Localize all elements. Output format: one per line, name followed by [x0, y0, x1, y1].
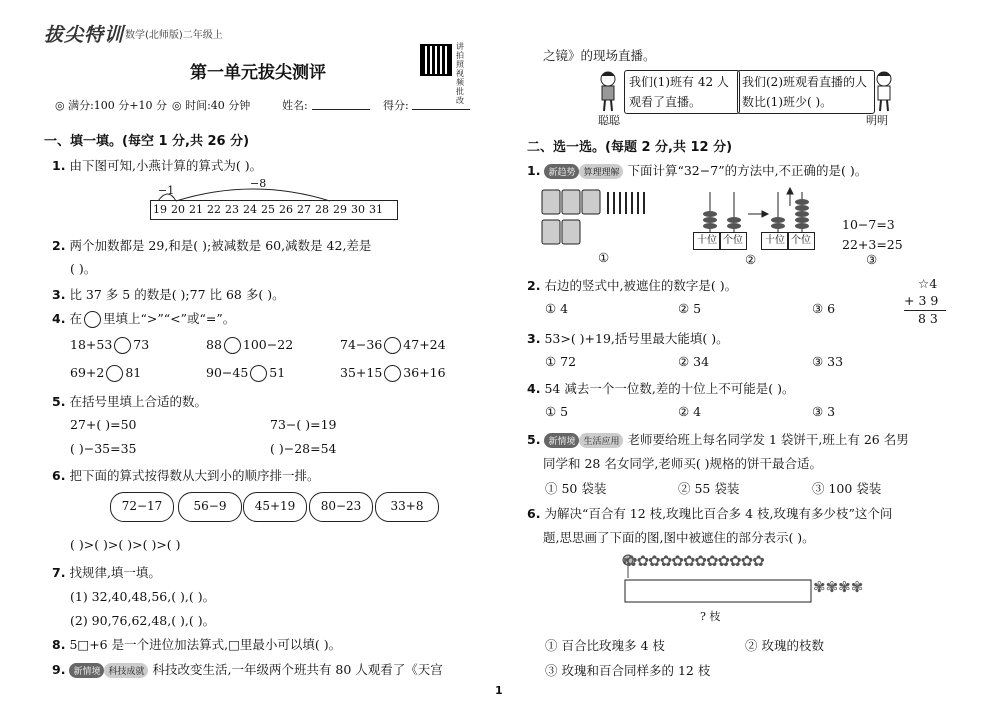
q7: 7. 找规律,填一填。: [52, 565, 161, 580]
q5: 5. 在括号里填上合适的数。: [52, 394, 207, 409]
s1-option-2[interactable]: ②: [745, 252, 757, 267]
s1: 1. 新趋势 算理理解 下面计算“32−7”的方法中,不正确的是( )。: [527, 163, 868, 178]
vertical-sum-line3: 8 3: [918, 311, 938, 326]
q4-item-1: 18+53 73: [70, 337, 150, 352]
q4: 4. 在 里填上“>”“<”或“=”。: [52, 311, 236, 326]
q3: 3. 比 37 多 5 的数是( );77 比 68 多( )。: [52, 287, 285, 302]
s5-option-1[interactable]: ① 50 袋装: [545, 481, 607, 496]
q9: 9. 新情境 科技成就 科技改变生活,一年级两个班共有 80 人观看了《天宫: [52, 662, 443, 677]
grade-label: 得分:: [383, 99, 409, 112]
section-1-title: 一、填一填。(每空 1 分,共 26 分): [44, 134, 250, 149]
s6-line2: 题,思思画了下面的图,图中被遮住的部分表示( )。: [543, 530, 815, 545]
s4-option-2[interactable]: ② 4: [678, 404, 702, 419]
q7-part2: (2) 90,76,62,48,( ),( )。: [70, 613, 216, 628]
rose-row-icons: ✾✾✾✾: [813, 578, 864, 596]
s2-option-1[interactable]: ① 4: [545, 301, 569, 316]
vertical-sum-line1: ☆4: [918, 276, 938, 291]
name-label: 姓名:: [282, 99, 308, 112]
q1-minus8: −8: [250, 177, 267, 190]
q6-cloud-1: 72−17: [110, 492, 174, 522]
s3-option-3[interactable]: ③ 33: [812, 354, 844, 369]
q1-minus1: −1: [158, 184, 175, 197]
s3-option-2[interactable]: ② 34: [678, 354, 710, 369]
s6-label: ? 枝: [700, 610, 721, 623]
q4-item-6: 35+15 36+16: [340, 365, 446, 380]
q6-cloud-3: 45+19: [243, 492, 307, 522]
q5-item-3: ( )−35=35: [70, 441, 137, 456]
s4: 4. 54 减去一个一位数,差的十位上不可能是( )。: [527, 381, 795, 396]
s2: 2. 右边的竖式中,被遮住的数字是( )。: [527, 278, 738, 293]
page-title: 第一单元拔尖测评: [190, 63, 326, 83]
bubble-class1: 我们(1)班有 42 人观看了直播。: [624, 70, 740, 114]
score-info: ◎ 满分:100 分+10 分: [55, 99, 168, 112]
abacus-label-tens-2: 十位: [761, 232, 789, 250]
name-line[interactable]: [312, 109, 370, 110]
q4-item-3: 74−36 47+24: [340, 337, 446, 352]
abacus-label-tens-1: 十位: [693, 232, 721, 250]
q6-answer: ( )>( )>( )>( )>( ): [70, 537, 181, 552]
abacus-label-ones-1: 个位: [719, 232, 747, 250]
qr-caption: 讲拍照视频批改: [456, 42, 464, 105]
boy-congcong-icon: [596, 70, 620, 112]
q4-item-4: 69+2 81: [70, 365, 142, 380]
s5-option-3[interactable]: ③ 100 袋装: [812, 481, 882, 496]
q6-cloud-4: 80−23: [309, 492, 373, 522]
s2-option-3[interactable]: ③ 6: [812, 301, 836, 316]
s4-option-3[interactable]: ③ 3: [812, 404, 836, 419]
q4-item-5: 90−45 51: [206, 365, 286, 380]
q6-cloud-2: 56−9: [178, 492, 242, 522]
s6-option-3[interactable]: ③ 玫瑰和百合同样多的 12 枝: [545, 663, 711, 678]
grade-line[interactable]: [412, 109, 470, 110]
abacus-label-ones-2: 个位: [787, 232, 815, 250]
s1-option-3[interactable]: ③: [866, 252, 878, 267]
s5: 5. 新情境 生活应用 老师要给班上每名同学发 1 袋饼干,班上有 26 名男: [527, 432, 909, 447]
q6: 6. 把下面的算式按得数从大到小的顺序排一排。: [52, 468, 320, 483]
brand-logo: 拔尖特训: [44, 24, 125, 46]
s1-option-1[interactable]: ①: [598, 250, 610, 265]
bundled-sticks-image: [540, 186, 675, 248]
s1-eq2: 22+3=25: [842, 237, 903, 252]
q5-item-1: 27+( )=50: [70, 417, 137, 432]
s6: 6. 为解决“百合有 12 枝,玫瑰比百合多 4 枝,玫瑰有多少枝”这个问: [527, 506, 893, 521]
q9-continued: 之镜》的现场直播。: [543, 48, 656, 63]
name-congcong: 聪聪: [598, 114, 620, 127]
number-line: 19 20 21 22 23 24 25 26 27 28 29 30 31: [150, 200, 398, 220]
time-info: ◎ 时间:40 分钟: [172, 99, 251, 112]
q6-cloud-5: 33+8: [375, 492, 439, 522]
abacus-image: [690, 186, 820, 236]
s3: 3. 53>( )+19,括号里最大能填( )。: [527, 331, 729, 346]
s5-option-2[interactable]: ② 55 袋装: [678, 481, 740, 496]
s5-line2: 同学和 28 名女同学,老师买( )规格的饼干最合适。: [543, 456, 823, 471]
s2-option-2[interactable]: ② 5: [678, 301, 702, 316]
s6-option-2[interactable]: ② 玫瑰的枝数: [745, 638, 824, 653]
book-subtitle: 数学(北师版)二年级上: [125, 30, 223, 41]
q1: 1. 由下图可知,小燕计算的算式为( )。: [52, 158, 263, 173]
s4-option-1[interactable]: ① 5: [545, 404, 569, 419]
s3-option-1[interactable]: ① 72: [545, 354, 577, 369]
qr-code-icon[interactable]: [420, 44, 452, 76]
boy-mingming-icon: [872, 70, 896, 112]
s6-option-1[interactable]: ① 百合比玫瑰多 4 枝: [545, 638, 665, 653]
name-mingming: 明明: [866, 114, 888, 127]
q5-item-2: 73−( )=19: [270, 417, 337, 432]
vertical-sum-line2: + 3 9: [904, 293, 939, 308]
q7-part1: (1) 32,40,48,56,( ),( )。: [70, 589, 216, 604]
q2-line1: 2. 两个加数都是 29,和是( );被减数是 60,减数是 42,差是: [52, 238, 372, 253]
q5-item-4: ( )−28=54: [270, 441, 337, 456]
page-number: 1: [495, 684, 503, 697]
q4-item-2: 88 100−22: [206, 337, 294, 352]
q2-line2: ( )。: [70, 261, 97, 276]
lily-row-icons: ✿✿✿✿✿✿✿✿✿✿✿✿: [625, 552, 764, 570]
bubble-class2: 我们(2)班观看直播的人数比(1)班少( )。: [737, 70, 875, 114]
s1-eq1: 10−7=3: [842, 217, 895, 232]
section-2-title: 二、选一选。(每题 2 分,共 12 分): [527, 140, 733, 155]
q8: 8. 5□+6 是一个进位加法算式,□里最小可以填( )。: [52, 637, 342, 652]
